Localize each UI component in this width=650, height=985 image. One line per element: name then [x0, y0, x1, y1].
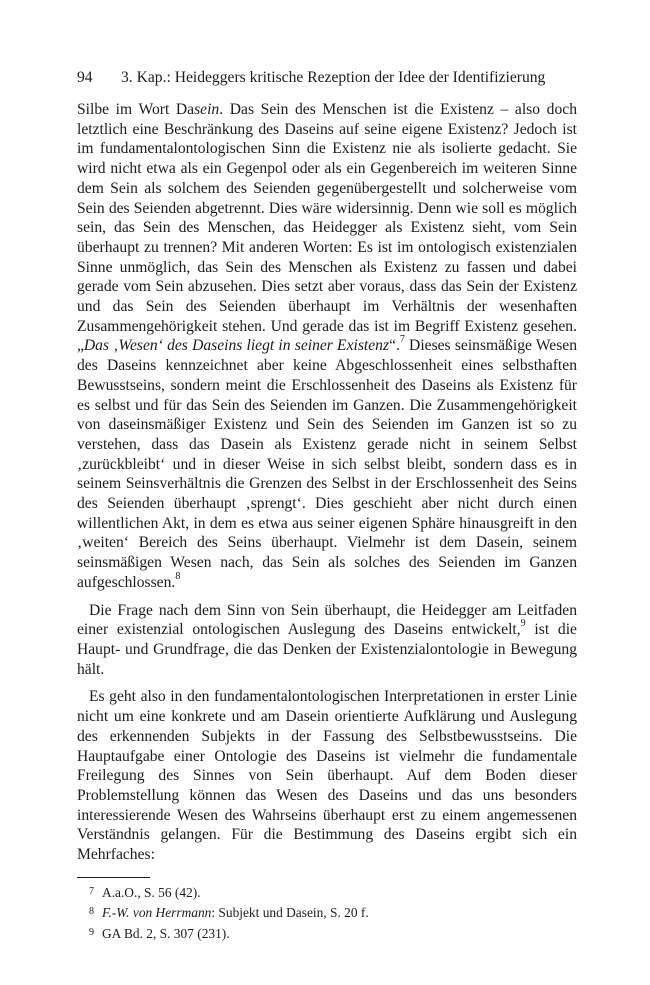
p1-text-b: . Das Sein des Menschen ist die Existenz – also doch letztlich eine Beschränkung des Daseins auf seine eigene Existenz? Jedoch ist im fundamentalontologischen Sinn die Existenz nie als isolierte gedacht. Sie wird nicht etwa als ein Gegenpol oder als ein Gegenbereich im weiteren Sinne dem Sein als solchem des Seienden gegenübergestellt und solcherweise vom Sein des Seienden abgetrennt. Dies wäre widersinnig. Denn wie soll es möglich sein, das Sein des Menschen, das Heidegger als Existenz sieht, vom Sein überhaupt zu trennen? Mit anderen Worten: Es ist im ontologisch existenzialen Sinne unmöglich, das Sein des Menschen als Existenz zu fassen und dabei gerade vom Sein abzusehen. Dies setzt aber voraus, dass das Sein der Existenz und das Sein des Seienden überhaupt im Verhältnis der wesenhaften Zusammengehörigkeit stehen. Und gerade das ist im Begriff Existenz gesehen. „ [77, 101, 577, 355]
body-text [77, 100, 577, 865]
footnote-rule [77, 877, 150, 878]
footnote-text: A.a.O., S. 56 (42). [102, 884, 201, 900]
page [77, 68, 577, 946]
p1-text-a: Silbe im Wort Da [77, 101, 195, 118]
footnote-author: F.-W. von Herrmann [102, 905, 212, 921]
footnote-text: GA Bd. 2, S. 307 (231). [102, 925, 230, 941]
footnote-ref-8: 8 [175, 570, 181, 582]
p1-quote: Das ‚Wesen‘ des Daseins liegt in seiner Existenz [83, 337, 390, 355]
paragraph-3: Es geht also in den fundamentalontologischen Interpretationen in erster Linie nicht um eine konkrete und am Dasein orientierte Aufklärung und Auslegung des erkennenden Subjekts in der Fassung des Selbstbewusstseins. Die Hauptaufgabe einer Ontologie des Daseins ist vielmehr die fundamentale Freilegung des Sinnes von Sein überhaupt. Auf dem Boden dieser Problemstellung können das Wesen des Daseins und das uns besonders interessierende Wesen des Wahrseins überhaupt erst zu einem angemessenen Verständnis gelangen. Für die Bestimmung des Daseins ergibt sich ein Mehrfaches: [77, 688, 577, 864]
running-title: 3. Kap.: Heideggers kritische Rezeption der Idee der Identifizierung [121, 69, 546, 86]
paragraph-1 [77, 100, 577, 593]
paragraph-2 [77, 601, 577, 680]
footnote-number: 7 [89, 885, 94, 897]
footnote-number: 8 [89, 906, 94, 918]
p2-text-b: ist die Haupt- und Grundfrage, die das Denken der Existenzialontologie in Bewegung hält. [77, 621, 577, 678]
p2-text-a: Die Frage nach dem Sinn von Sein überhaupt, die Heidegger am Leitfaden einer existenzial ontologischen Auslegung des Daseins entwickelt, [77, 601, 577, 639]
footnote-8 [77, 904, 577, 925]
page-number: 94 [77, 69, 93, 86]
footnote-ref-7: 7 [399, 334, 405, 346]
footnote-7 [77, 884, 577, 905]
footnote-number: 9 [89, 926, 94, 938]
p1-italic-sein: sein [194, 101, 220, 118]
footnote-text: : Subjekt und Dasein, S. 20 f. [211, 905, 369, 921]
footnote-ref-9: 9 [520, 618, 526, 630]
running-head [77, 68, 577, 88]
p1-text-c: “. [389, 337, 400, 355]
footnote-9 [77, 925, 577, 946]
p1-text-d: Dieses seinsmäßige Wesen des Daseins kennzeichnet aber keine Abgeschlossenheit eines selbsthaften Bewusstseins, sondern meint die Erschlossenheit des Daseins als Existenz für es selbst und für das Sein des Seienden im Ganzen. Die Zusammengehörigkeit von daseinsmäßiger Existenz und Sein des Seienden im Ganzen ist so zu verstehen, dass das Dasein als Existenz gerade nicht in seinem Selbst ‚zurückbleibt‘ und in dieser Weise in sich selbst bleibt, sondern dass es in seinem Seinsverhältnis die Grenzen des Selbst in der Erschlossenheit des Seins des Seienden überhaupt ‚sprengt‘. Dies geschieht aber nicht durch einen willentlichen Akt, in dem es etwa aus seiner eigenen Sphäre hinausgreift in den ‚weiten‘ Bereich des Seins überhaupt. Vielmehr ist dem Dasein, seinem seinsmäßigen Wesen nach, das Sein als solches des Seienden im Ganzen aufgeschlossen. [77, 337, 577, 591]
